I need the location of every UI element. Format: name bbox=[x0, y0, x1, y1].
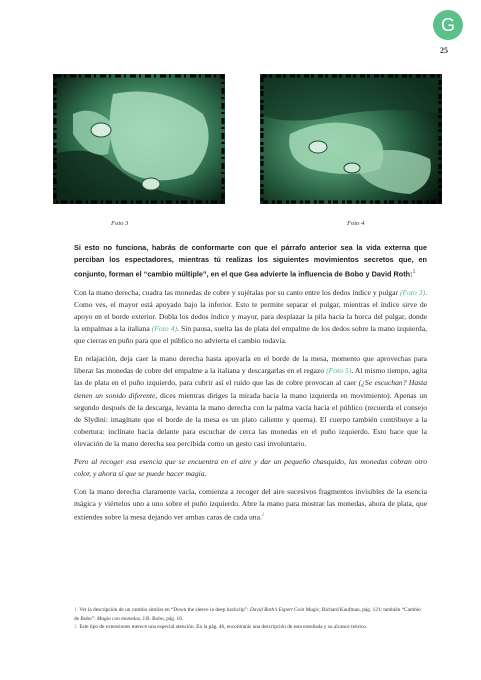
caption-photo-4: Foto 4 bbox=[347, 220, 365, 227]
photo-3 bbox=[53, 74, 225, 204]
caption-photo-3: Foto 3 bbox=[111, 220, 129, 227]
footnote-ref-1[interactable]: 1 bbox=[412, 269, 416, 276]
footnotes bbox=[74, 606, 427, 632]
photo-ref-5: (Foto 5) bbox=[326, 366, 352, 376]
photo-4 bbox=[260, 74, 442, 204]
paragraph-2: En relajación, deja caer la mano derecha hasta apoyarla en el borde de la mesa, momento que aprovechas para liberar las monedas de cobre del empalme a la italiana y descargarlas en el regazo (Foto 5). Al mismo tiempo, agita las de plata en el puño izquierdo, para cubrir así el ruido que las de cobre provocan al caer (¿Se escuchan? Hasta tienen un sonido diferente, dices mientras diriges la mirada hacia la mano izquierda en movimiento). Apenas un segundo después de la descarga, levanta la mano derecha con la palma vacía hacia el público (recuerda el consejo de Slydini: imagínate que el borde de la mesa es un plato caliente y quema). El cuerpo también contribuye a la cobertura: inclínate hacia delante para escuchar de cerca las monedas en el puño izquierdo. Esto hace que la elevación de la mano derecha sea percibida como un gesto casi involuntario. bbox=[74, 354, 428, 449]
photo-ref-3: (Foto 3) bbox=[399, 287, 426, 297]
footnote-1: 1. Ver la descripción de un cambio similar en “Down the sleeve in deep backclip”: David Roth’s Expert Coin Magic, Richard Kaufman, pág. 121; también “Cambio de Bobo”: Magia con monedas, J.B. Bobo, pág. 16. bbox=[74, 607, 421, 622]
chapter-badge: G bbox=[433, 10, 463, 40]
lead-paragraph: Si esto no funciona, habrás de conformarte con que el párrafo anterior sea la vida externa que perciban los espectadores, mientras tú realizas los siguientes movimientos secretos que, en conjunto, forman el “cambio múltiple”, en el que Gea advierte la influencia de Bobo y David Roth:$^1$ bbox=[74, 243, 427, 279]
paragraph-1: Con la mano derecha, cuadra las monedas de cobre y sujétalas por su canto entre los dedos índice y pulgar (Foto 3). Como ves, el mayor está apoyado bajo la inferior. Esto te permite separar el pulgar, mientras el índice sirve de apoyo en el borde exterior. Dobla los dedos índice y mayor, para desplazar la pila hacia la horca del pulgar, donde la empalmas a la italiana (Foto 4). Sin pausa, suelta las de plata del empalme de los dedos sobre la mano izquierda, que cierras en puño para que el público no advierta el cambio todavía. bbox=[74, 287, 427, 346]
footnote-ref-2[interactable]: 2 bbox=[261, 513, 265, 519]
quoted-aside: (¿Se escuchan? Hasta tienen un sonido diferente bbox=[74, 378, 428, 400]
photo-ref-4: (Foto 4) bbox=[151, 324, 178, 334]
paragraph-4: Con la mano derecha claramente vacía, comienza a recoger del aire sucesivos fragmentos invisibles de la esencia mágica y viértelos uno a uno sobre el puño izquierdo. Abre la mano para mostrar las monedas, ahora de plata, que extiendes sobre la mesa dejando ver ambas caras de cada una.$^2$ bbox=[74, 487, 427, 523]
paragraph-3: Pero al recoger esa esencia que se encuentra en el aire y dar un pequeño chasquido, las monedas cobran otro color, y ahora sí que se puede hacer magia. bbox=[74, 457, 427, 479]
page-number: 25 bbox=[440, 46, 448, 55]
body-text bbox=[74, 242, 427, 530]
footnote-2: 2. Este tipo de extensiones merece una especial atención. En la pág. 46, encontrarás una descripción de esta enseñada y su alcance teórico. bbox=[74, 624, 368, 631]
